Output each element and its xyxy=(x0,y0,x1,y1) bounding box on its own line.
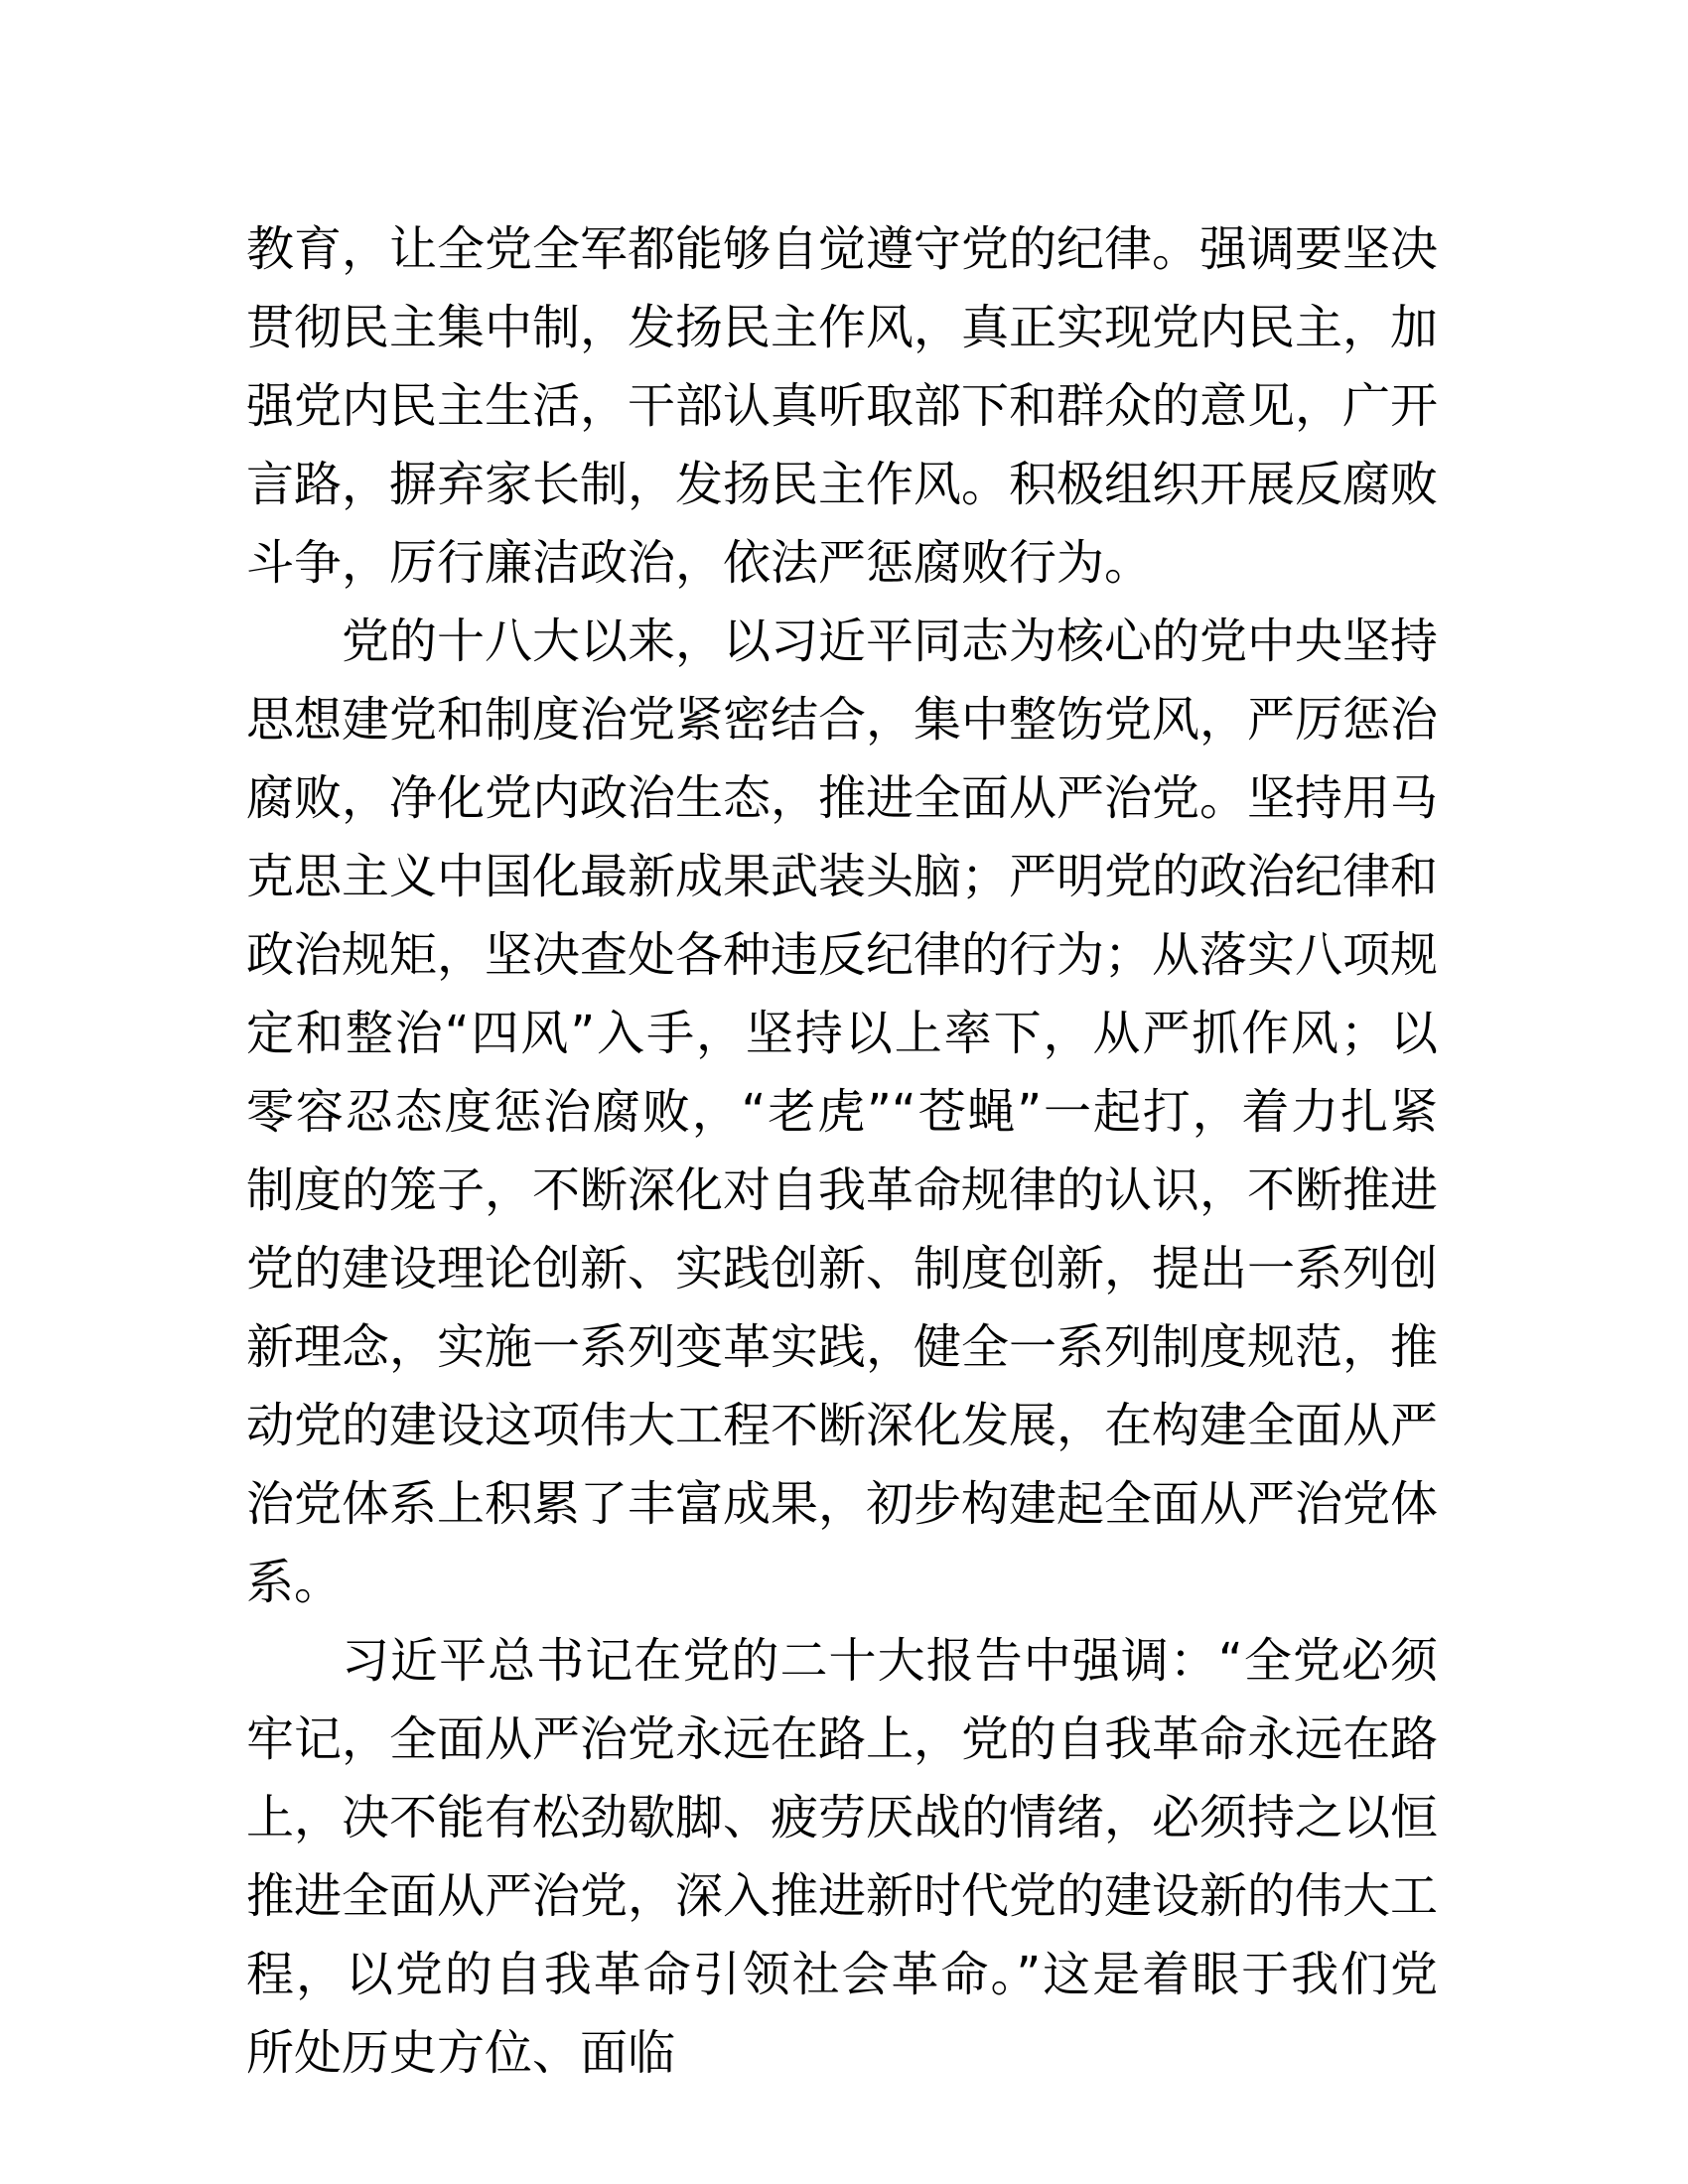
document-body xyxy=(246,210,1438,2093)
paragraph-twentieth-congress: 习近平总书记在党的二十大报告中强调：“全党必须牢记，全面从严治党永远在路上，党的自我革命永远在路上，决不能有松劲歇脚、疲劳厌战的情绪，必须持之以恒推进全面从严治党，深入推进新时代党的建设新的伟大工程，以党的自我革命引领社会革命。”这是着眼于我们党所处历史方位、面临 xyxy=(246,1633,1439,2081)
paragraph-eighteenth-congress: 党的十八大以来，以习近平同志为核心的党中央坚持思想建党和制度治党紧密结合，集中整饬党风，严厉惩治腐败，净化党内政治生态，推进全面从严治党。坚持用马克思主义中国化最新成果武装头脑；严明党的政治纪律和政治规矩，坚决查处各种违反纪律的行为；从落实八项规定和整治“四风”入手，坚持以上率下，从严抓作风；以零容忍态度惩治腐败，“老虎”“苍蝇”一起打，着力扎紧制度的笼子，不断深化对自我革命规律的认识，不断推进党的建设理论创新、实践创新、制度创新，提出一系列创新理念，实施一系列变革实践，健全一系列制度规范，推动党的建设这项伟大工程不断深化发展，在构建全面从严治党体系上积累了丰富成果，初步构建起全面从严治党体系。 xyxy=(246,614,1439,1610)
paragraph-continued: 教育，让全党全军都能够自觉遵守党的纪律。强调要坚决贯彻民主集中制，发扬民主作风，真正实现党内民主，加强党内民主生活，干部认真听取部下和群众的意见，广开言路，摒弃家长制，发扬民主作风。积极组织开展反腐败斗争，厉行廉洁政治，依法严惩腐败行为。 xyxy=(246,221,1439,591)
